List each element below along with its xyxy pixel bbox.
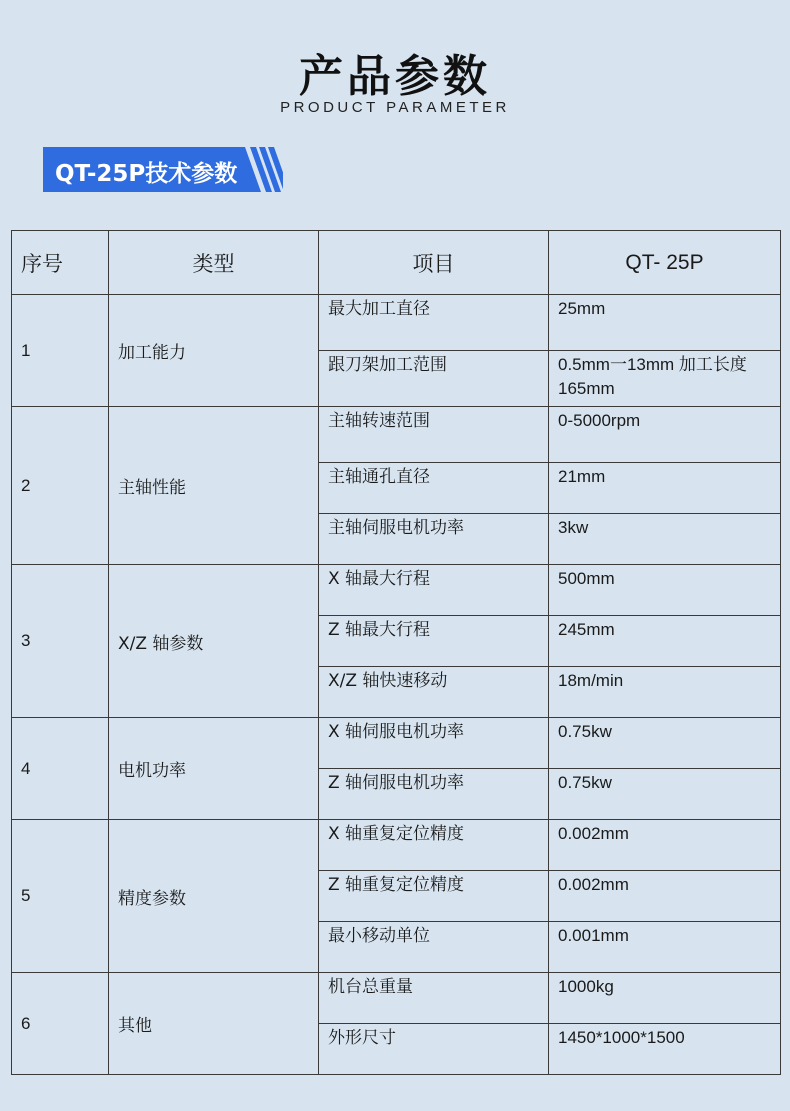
group-type: 主轴性能: [109, 407, 319, 565]
param-item: 外形尺寸: [319, 1024, 549, 1075]
param-value: 245mm: [549, 616, 781, 667]
table-row: [12, 820, 781, 871]
param-value: 500mm: [549, 565, 781, 616]
header-item: 项目: [319, 231, 549, 295]
param-item: X/Z 轴快速移动: [319, 667, 549, 718]
param-value: 3kw: [549, 514, 781, 565]
group-no: 6: [12, 973, 109, 1075]
group-type: 精度参数: [109, 820, 319, 973]
param-value: 1450*1000*1500: [549, 1024, 781, 1075]
param-item: 主轴通孔直径: [319, 463, 549, 514]
table-row: [12, 565, 781, 616]
param-value: 18m/min: [549, 667, 781, 718]
param-value: 0.75kw: [549, 718, 781, 769]
table-row: [12, 973, 781, 1024]
param-value: 0.002mm: [549, 871, 781, 922]
group-no: 2: [12, 407, 109, 565]
group-type: 电机功率: [109, 718, 319, 820]
table-row: [12, 407, 781, 463]
group-no: 3: [12, 565, 109, 718]
param-item: 最小移动单位: [319, 922, 549, 973]
param-value: 0.75kw: [549, 769, 781, 820]
param-item: Z 轴最大行程: [319, 616, 549, 667]
table-header-row: [12, 231, 781, 295]
group-type: 加工能力: [109, 295, 319, 407]
table-row: [12, 295, 781, 351]
header-model: QT- 25P: [549, 231, 781, 295]
param-value: 1000kg: [549, 973, 781, 1024]
param-item: Z 轴重复定位精度: [319, 871, 549, 922]
param-item: 跟刀架加工范围: [319, 351, 549, 407]
param-item: 主轴转速范围: [319, 407, 549, 463]
param-item: 主轴伺服电机功率: [319, 514, 549, 565]
param-value: 21mm: [549, 463, 781, 514]
section-banner: [43, 147, 283, 192]
param-value: 0.002mm: [549, 820, 781, 871]
group-no: 5: [12, 820, 109, 973]
group-no: 1: [12, 295, 109, 407]
table-row: [12, 718, 781, 769]
group-type: X/Z 轴参数: [109, 565, 319, 718]
page-title: 产品参数: [299, 51, 491, 102]
param-item: X 轴重复定位精度: [319, 820, 549, 871]
header-type: 类型: [109, 231, 319, 295]
param-value: 0.5mm一13mm 加工长度165mm: [549, 351, 781, 407]
param-item: X 轴最大行程: [319, 565, 549, 616]
group-no: 4: [12, 718, 109, 820]
param-item: 机台总重量: [319, 973, 549, 1024]
param-value: 0.001mm: [549, 922, 781, 973]
param-value: 0-5000rpm: [549, 407, 781, 463]
spec-table: [11, 230, 781, 1075]
page-subtitle: PRODUCT PARAMETER: [280, 99, 510, 116]
section-title: QT-25P技术参数: [55, 161, 238, 187]
header-no: 序号: [12, 231, 109, 295]
param-value: 25mm: [549, 295, 781, 351]
group-type: 其他: [109, 973, 319, 1075]
param-item: 最大加工直径: [319, 295, 549, 351]
param-item: X 轴伺服电机功率: [319, 718, 549, 769]
param-item: Z 轴伺服电机功率: [319, 769, 549, 820]
